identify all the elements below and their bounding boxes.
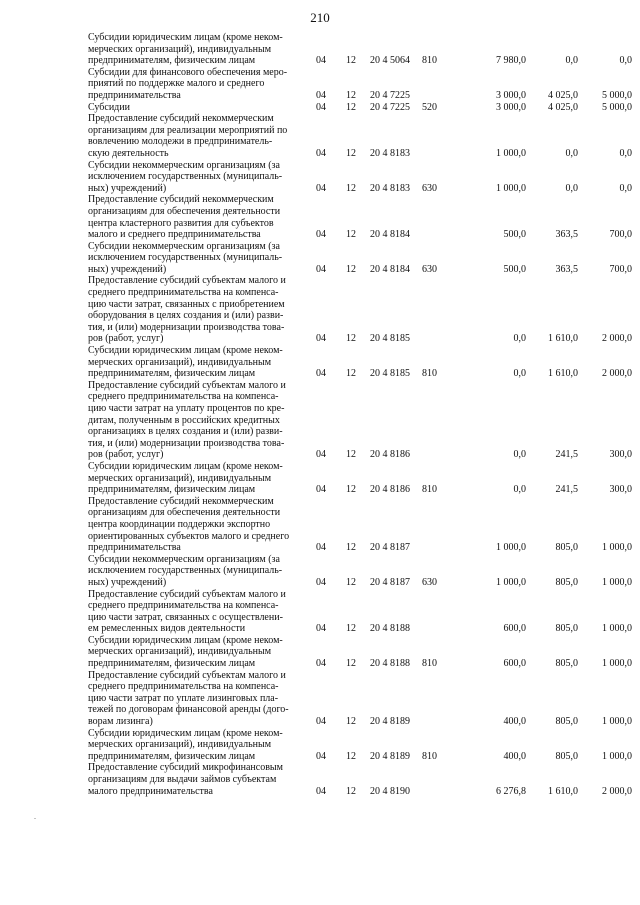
expense-type-cell: 810 [422, 55, 437, 67]
amount-year1-cell: 600,0 [503, 623, 526, 635]
item-name-line: организациях в целях создания и (или) разви- [88, 426, 283, 438]
amount-year3-cell: 1 000,0 [602, 750, 632, 762]
amount-year2-cell: 0,0 [565, 182, 578, 194]
item-name-line: мерческих организаций), индивидуальным [88, 646, 272, 658]
amount-year3-cell: 0,0 [619, 147, 632, 159]
item-name-cell [88, 160, 312, 195]
subsection-code-cell: 12 [346, 368, 356, 380]
item-name-line: организациям для обеспечения деятельности [88, 507, 281, 519]
item-name-line: малого предпринимательства [88, 785, 213, 797]
item-name-line: Предоставление субсидий субъектам малого и [88, 379, 286, 391]
expense-type-cell [422, 275, 460, 345]
amount-year2-cell: 805,0 [555, 542, 578, 554]
amount-year2-cell: 4 025,0 [548, 101, 578, 113]
item-name-line: Субсидии юридическим лицам (кроме неком- [88, 32, 283, 43]
subsection-code-cell: 12 [346, 449, 356, 461]
item-name-cell [88, 554, 312, 589]
amount-year2-cell: 1 610,0 [548, 333, 578, 345]
amount-year3-cell: 0,0 [619, 55, 632, 67]
item-name-line: малого и среднего предпринимательства [88, 229, 261, 241]
item-name-line: Предоставление субсидий некоммерческим [88, 495, 274, 507]
item-name-line: исключением государственных (муниципаль- [88, 565, 283, 577]
item-name-line: организациям для реализации мероприятий по [88, 124, 288, 136]
item-name-line: предпринимателям, физическим лицам [88, 55, 256, 67]
amount-year3-cell: 1 000,0 [602, 576, 632, 588]
section-code-cell: 04 [316, 750, 326, 762]
amount-year3-cell: 700,0 [609, 229, 632, 241]
table-body [88, 32, 632, 797]
expense-type-cell: 810 [422, 658, 437, 670]
item-name-cell [88, 113, 312, 159]
section-code-cell: 04 [316, 89, 326, 101]
item-name-line: оборудования в целях создания и (или) разви- [88, 310, 284, 322]
table-row [88, 67, 632, 102]
table-row [88, 589, 632, 635]
section-code-cell: 04 [316, 333, 326, 345]
item-name-line: цию части затрат на уплату процентов по кре- [88, 403, 285, 414]
amount-year3-cell: 300,0 [609, 484, 632, 496]
item-name-line: Субсидии юридическим лицам (кроме неком- [88, 345, 283, 357]
table-row [88, 102, 632, 114]
item-name-line: мерческих организаций), индивидуальным [88, 43, 272, 55]
expense-type-cell [422, 67, 460, 102]
amount-year3-cell: 2 000,0 [602, 368, 632, 380]
expense-type-cell [422, 496, 460, 554]
amount-year1-cell: 500,0 [503, 263, 526, 275]
target-article-cell: 20 4 8186 [370, 484, 410, 496]
amount-year3-cell: 1 000,0 [602, 623, 632, 635]
table-row [88, 496, 632, 554]
target-article-cell: 20 4 8183 [370, 147, 410, 159]
item-name-line: предпринимателям, физическим лицам [88, 484, 256, 496]
section-code-cell: 04 [316, 623, 326, 635]
item-name-line: Предоставление субсидий субъектам малого и [88, 275, 286, 287]
amount-year1-cell: 6 276,8 [496, 785, 526, 797]
item-name-line: Субсидии [88, 101, 130, 113]
item-name-cell [88, 496, 312, 554]
subsection-code-cell: 12 [346, 147, 356, 159]
amount-year2-cell: 0,0 [565, 55, 578, 67]
subsection-code-cell: 12 [346, 101, 356, 113]
item-name-cell [88, 380, 312, 461]
amount-year3-cell: 1 000,0 [602, 658, 632, 670]
target-article-cell: 20 4 7225 [370, 101, 410, 113]
amount-year3-cell: 5 000,0 [602, 89, 632, 101]
item-name-line: предпринимателям, физическим лицам [88, 368, 256, 380]
item-name-line: цию части затрат, связанных с осуществлени- [88, 611, 283, 623]
item-name-cell [88, 241, 312, 276]
amount-year2-cell: 805,0 [555, 623, 578, 635]
table-row [88, 635, 632, 670]
expense-type-cell [422, 113, 460, 159]
target-article-cell: 20 4 8184 [370, 263, 410, 275]
target-article-cell: 20 4 8188 [370, 658, 410, 670]
target-article-cell: 20 4 8187 [370, 576, 410, 588]
table-row [88, 113, 632, 159]
amount-year3-cell: 2 000,0 [602, 333, 632, 345]
amount-year1-cell: 0,0 [513, 368, 526, 380]
amount-year3-cell: 1 000,0 [602, 716, 632, 728]
item-name-line: Субсидии юридическим лицам (кроме неком- [88, 634, 283, 646]
subsection-code-cell: 12 [346, 716, 356, 728]
item-name-cell [88, 67, 312, 102]
item-name-line: среднего предпринимательства на компенса- [88, 287, 279, 299]
section-code-cell: 04 [316, 658, 326, 670]
item-name-line: предпринимателям, физическим лицам [88, 658, 256, 670]
section-code-cell: 04 [316, 449, 326, 461]
item-name-line: среднего предпринимательства на компенса- [88, 681, 279, 693]
target-article-cell: 20 4 8188 [370, 623, 410, 635]
item-name-line: Предоставление субсидий некоммерческим [88, 194, 274, 206]
item-name-line: предпринимательства [88, 89, 181, 101]
item-name-line: Субсидии юридическим лицам (кроме неком- [88, 727, 283, 739]
amount-year1-cell: 0,0 [513, 333, 526, 345]
table-row [88, 345, 632, 380]
item-name-cell [88, 461, 312, 496]
amount-year1-cell: 600,0 [503, 658, 526, 670]
target-article-cell: 20 4 8185 [370, 368, 410, 380]
expense-type-cell [422, 670, 460, 728]
expense-type-cell [422, 762, 460, 797]
section-code-cell: 04 [316, 55, 326, 67]
subsection-code-cell: 12 [346, 484, 356, 496]
item-name-line: исключением государственных (муниципаль- [88, 252, 283, 264]
target-article-cell: 20 4 8187 [370, 542, 410, 554]
subsection-code-cell: 12 [346, 263, 356, 275]
item-name-line: предпринимательства [88, 542, 181, 554]
target-article-cell: 20 4 8189 [370, 750, 410, 762]
amount-year3-cell: 1 000,0 [602, 542, 632, 554]
amount-year1-cell: 1 000,0 [496, 542, 526, 554]
subsection-code-cell: 12 [346, 55, 356, 67]
target-article-cell: 20 4 8183 [370, 182, 410, 194]
subsection-code-cell: 12 [346, 785, 356, 797]
amount-year2-cell: 805,0 [555, 576, 578, 588]
item-name-line: мерческих организаций), индивидуальным [88, 472, 272, 484]
budget-table [88, 32, 632, 797]
section-code-cell: 04 [316, 484, 326, 496]
amount-year1-cell: 500,0 [503, 229, 526, 241]
item-name-line: ров (работ, услуг) [88, 449, 164, 461]
item-name-line: вовлечению молодежи в предприниматель- [88, 136, 273, 148]
table-row [88, 554, 632, 589]
section-code-cell: 04 [316, 542, 326, 554]
expense-type-cell [422, 380, 460, 461]
amount-year2-cell: 805,0 [555, 658, 578, 670]
subsection-code-cell: 12 [346, 576, 356, 588]
expense-type-cell: 810 [422, 750, 437, 762]
item-name-line: Предоставление субсидий некоммерческим [88, 113, 274, 125]
item-name-line: скую деятельность [88, 147, 169, 159]
item-name-line: Предоставление субсидий микрофинансовым [88, 762, 283, 774]
item-name-line: среднего предпринимательства на компенса- [88, 600, 279, 612]
table-row [88, 762, 632, 797]
item-name-cell [88, 102, 312, 114]
amount-year2-cell: 363,5 [555, 263, 578, 275]
subsection-code-cell: 12 [346, 229, 356, 241]
amount-year1-cell: 3 000,0 [496, 89, 526, 101]
amount-year1-cell: 1 000,0 [496, 147, 526, 159]
amount-year3-cell: 300,0 [609, 449, 632, 461]
amount-year2-cell: 4 025,0 [548, 89, 578, 101]
item-name-line: цию части затрат, связанных с приобретением [88, 298, 285, 310]
target-article-cell: 20 4 8185 [370, 333, 410, 345]
item-name-line: приятий по поддержке малого и среднего [88, 78, 265, 90]
item-name-cell [88, 670, 312, 728]
subsection-code-cell: 12 [346, 333, 356, 345]
section-code-cell: 04 [316, 785, 326, 797]
section-code-cell: 04 [316, 368, 326, 380]
expense-type-cell: 630 [422, 263, 437, 275]
item-name-line: дитам, полученным в российских кредитных [88, 414, 280, 426]
amount-year2-cell: 805,0 [555, 716, 578, 728]
subsection-code-cell: 12 [346, 623, 356, 635]
target-article-cell: 20 4 8184 [370, 229, 410, 241]
section-code-cell: 04 [316, 101, 326, 113]
target-article-cell: 20 4 8189 [370, 716, 410, 728]
item-name-cell [88, 589, 312, 635]
amount-year2-cell: 0,0 [565, 147, 578, 159]
amount-year2-cell: 363,5 [555, 229, 578, 241]
amount-year2-cell: 1 610,0 [548, 368, 578, 380]
table-row [88, 160, 632, 195]
item-name-cell [88, 728, 312, 763]
item-name-cell [88, 762, 312, 797]
item-name-line: ных) учреждений) [88, 263, 167, 275]
target-article-cell: 20 4 8186 [370, 449, 410, 461]
item-name-line: центра координации поддержки экспортно [88, 518, 271, 530]
item-name-line: предпринимателям, физическим лицам [88, 750, 256, 762]
stray-mark: . [34, 812, 36, 821]
amount-year1-cell: 400,0 [503, 750, 526, 762]
item-name-line: тия, и (или) модернизации производства това- [88, 321, 285, 333]
amount-year1-cell: 0,0 [513, 484, 526, 496]
target-article-cell: 20 4 7225 [370, 89, 410, 101]
target-article-cell: 20 4 5064 [370, 55, 410, 67]
amount-year1-cell: 3 000,0 [496, 101, 526, 113]
table-row [88, 380, 632, 461]
item-name-line: организациям для выдачи займов субъектам [88, 774, 277, 785]
amount-year3-cell: 5 000,0 [602, 101, 632, 113]
amount-year1-cell: 0,0 [513, 449, 526, 461]
amount-year1-cell: 1 000,0 [496, 576, 526, 588]
item-name-line: исключением государственных (муниципаль- [88, 171, 283, 183]
subsection-code-cell: 12 [346, 542, 356, 554]
item-name-cell [88, 635, 312, 670]
item-name-line: Субсидии некоммерческим организациям (за [88, 553, 280, 565]
item-name-line: ных) учреждений) [88, 182, 167, 194]
item-name-line: ров (работ, услуг) [88, 333, 164, 345]
item-name-line: центра кластерного развития для субъектов [88, 217, 274, 229]
item-name-cell [88, 345, 312, 380]
section-code-cell: 04 [316, 182, 326, 194]
table-row [88, 241, 632, 276]
item-name-line: ем ремесленных видов деятельности [88, 623, 246, 635]
expense-type-cell: 630 [422, 576, 437, 588]
table-row [88, 275, 632, 345]
item-name-line: Субсидии некоммерческим организациям (за [88, 240, 280, 252]
item-name-line: Субсидии юридическим лицам (кроме неком- [88, 460, 283, 472]
amount-year1-cell: 7 980,0 [496, 55, 526, 67]
item-name-line: мерческих организаций), индивидуальным [88, 356, 272, 368]
item-name-line: среднего предпринимательства на компенса- [88, 391, 279, 403]
section-code-cell: 04 [316, 716, 326, 728]
item-name-line: Субсидии некоммерческим организациям (за [88, 159, 280, 171]
subsection-code-cell: 12 [346, 658, 356, 670]
page-number: 210 [310, 10, 330, 25]
section-code-cell: 04 [316, 229, 326, 241]
item-name-line: Предоставление субсидий субъектам малого и [88, 669, 286, 681]
expense-type-cell: 810 [422, 484, 437, 496]
table-row [88, 194, 632, 240]
amount-year3-cell: 0,0 [619, 182, 632, 194]
subsection-code-cell: 12 [346, 182, 356, 194]
item-name-line: тия, и (или) модернизации производства това- [88, 437, 285, 449]
item-name-line: цию части затрат по уплате лизинговых пла- [88, 692, 279, 704]
amount-year2-cell: 805,0 [555, 750, 578, 762]
item-name-cell [88, 194, 312, 240]
amount-year2-cell: 1 610,0 [548, 785, 578, 797]
item-name-cell [88, 32, 312, 67]
section-code-cell: 04 [316, 147, 326, 159]
expense-type-cell: 630 [422, 182, 437, 194]
amount-year1-cell: 1 000,0 [496, 182, 526, 194]
section-code-cell: 04 [316, 576, 326, 588]
section-code-cell: 04 [316, 263, 326, 275]
item-name-line: ворам лизинга) [88, 716, 153, 728]
table-row [88, 670, 632, 728]
expense-type-cell: 520 [422, 101, 437, 113]
target-article-cell: 20 4 8190 [370, 785, 410, 797]
subsection-code-cell: 12 [346, 89, 356, 101]
expense-type-cell: 810 [422, 368, 437, 380]
amount-year2-cell: 241,5 [555, 484, 578, 496]
amount-year1-cell: 400,0 [503, 716, 526, 728]
amount-year3-cell: 2 000,0 [602, 785, 632, 797]
table-row [88, 728, 632, 763]
item-name-line: Субсидии для финансового обеспечения меро- [88, 66, 288, 78]
item-name-line: Предоставление субсидий субъектам малого и [88, 588, 286, 600]
item-name-line: ориентированных субъектов малого и среднего [88, 530, 290, 542]
item-name-line: организациям для обеспечения деятельности [88, 205, 281, 217]
amount-year2-cell: 241,5 [555, 449, 578, 461]
amount-year3-cell: 700,0 [609, 263, 632, 275]
subsection-code-cell: 12 [346, 750, 356, 762]
expense-type-cell [422, 194, 460, 240]
item-name-line: мерческих организаций), индивидуальным [88, 739, 272, 751]
table-row [88, 32, 632, 67]
table-row [88, 461, 632, 496]
item-name-line: ных) учреждений) [88, 576, 167, 588]
item-name-cell [88, 275, 312, 345]
expense-type-cell [422, 589, 460, 635]
item-name-line: тежей по договорам финансовой аренды (дого- [88, 704, 289, 716]
